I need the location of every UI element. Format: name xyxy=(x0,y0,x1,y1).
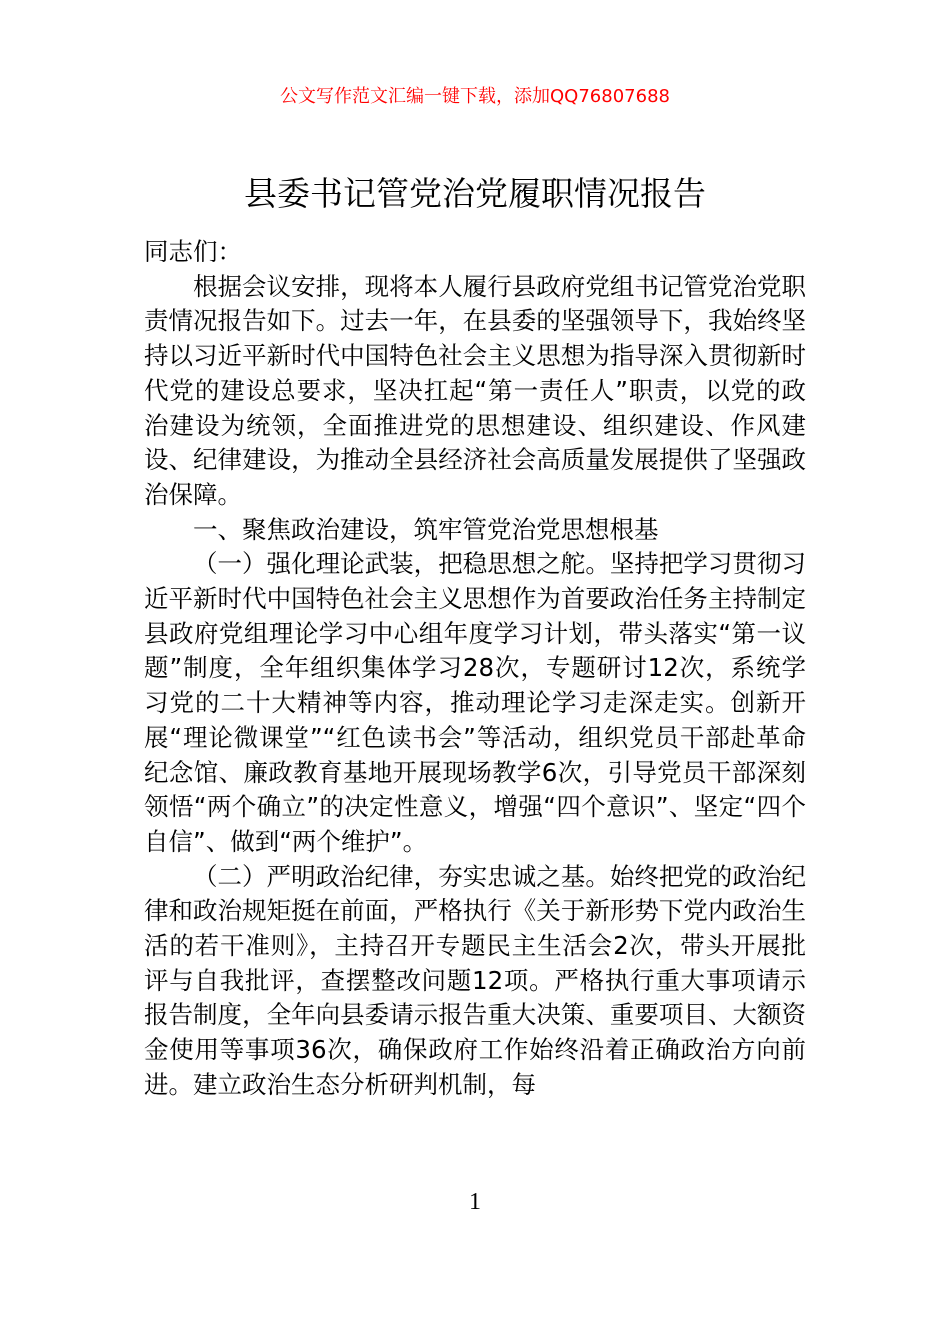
paragraph-discipline: （二）严明政治纪律，夯实忠诚之基。始终把党的政治纪律和政治规矩挺在前面，严格执行《关于新形势下党内政治生活的若干准则》，主持召开专题民主生活会2次，带头开展批评与自我批评，查摆整改问题12项。严格执行重大事项请示报告制度，全年向县委请示报告重大决策、重要项目、大额资金使用等事项36次，确保政府工作始终沿着正确政治方向前进。建立政治生态分析研判机制，每 xyxy=(144,861,806,1099)
document-body xyxy=(144,235,806,1103)
document-title: 县委书记管党治党履职情况报告 xyxy=(244,174,706,213)
paragraph-theory: （一）强化理论武装，把稳思想之舵。坚持把学习贯彻习近平新时代中国特色社会主义思想作为首要政治任务主持制定县政府党组理论学习中心组年度学习计划，带头落实“第一议题”制度，全年组织集体学习28次，专题研讨12次，系统学习党的二十大精神等内容，推动理论学习走深走实。创新开展“理论微课堂”“红色读书会”等活动，组织党员干部赴革命纪念馆、廉政教育基地开展现场教学6次，引导党员干部深刻领悟“两个确立”的决定性意义，增强“四个意识”、坚定“四个自信”、做到“两个维护”。 xyxy=(144,549,806,856)
section-heading-1: 一、聚焦政治建设，筑牢管党治党思想根基 xyxy=(193,514,659,544)
download-watermark: 公文写作范文汇编一键下载，添加QQ76807688 xyxy=(280,86,670,107)
page-number: 1 xyxy=(469,1189,481,1215)
paragraph-intro: 根据会议安排，现将本人履行县政府党组书记管党治党职责情况报告如下。过去一年，在县委的坚强领导下，我始终坚持以习近平新时代中国特色社会主义思想为指导深入贯彻新时代党的建设总要求，坚决扛起“第一责任人”职责，以党的政治建设为统领，全面推进党的思想建设、组织建设、作风建设、纪律建设，为推动全县经济社会高质量发展提供了坚强政治保障。 xyxy=(144,271,806,509)
salutation: 同志们： xyxy=(144,237,242,266)
